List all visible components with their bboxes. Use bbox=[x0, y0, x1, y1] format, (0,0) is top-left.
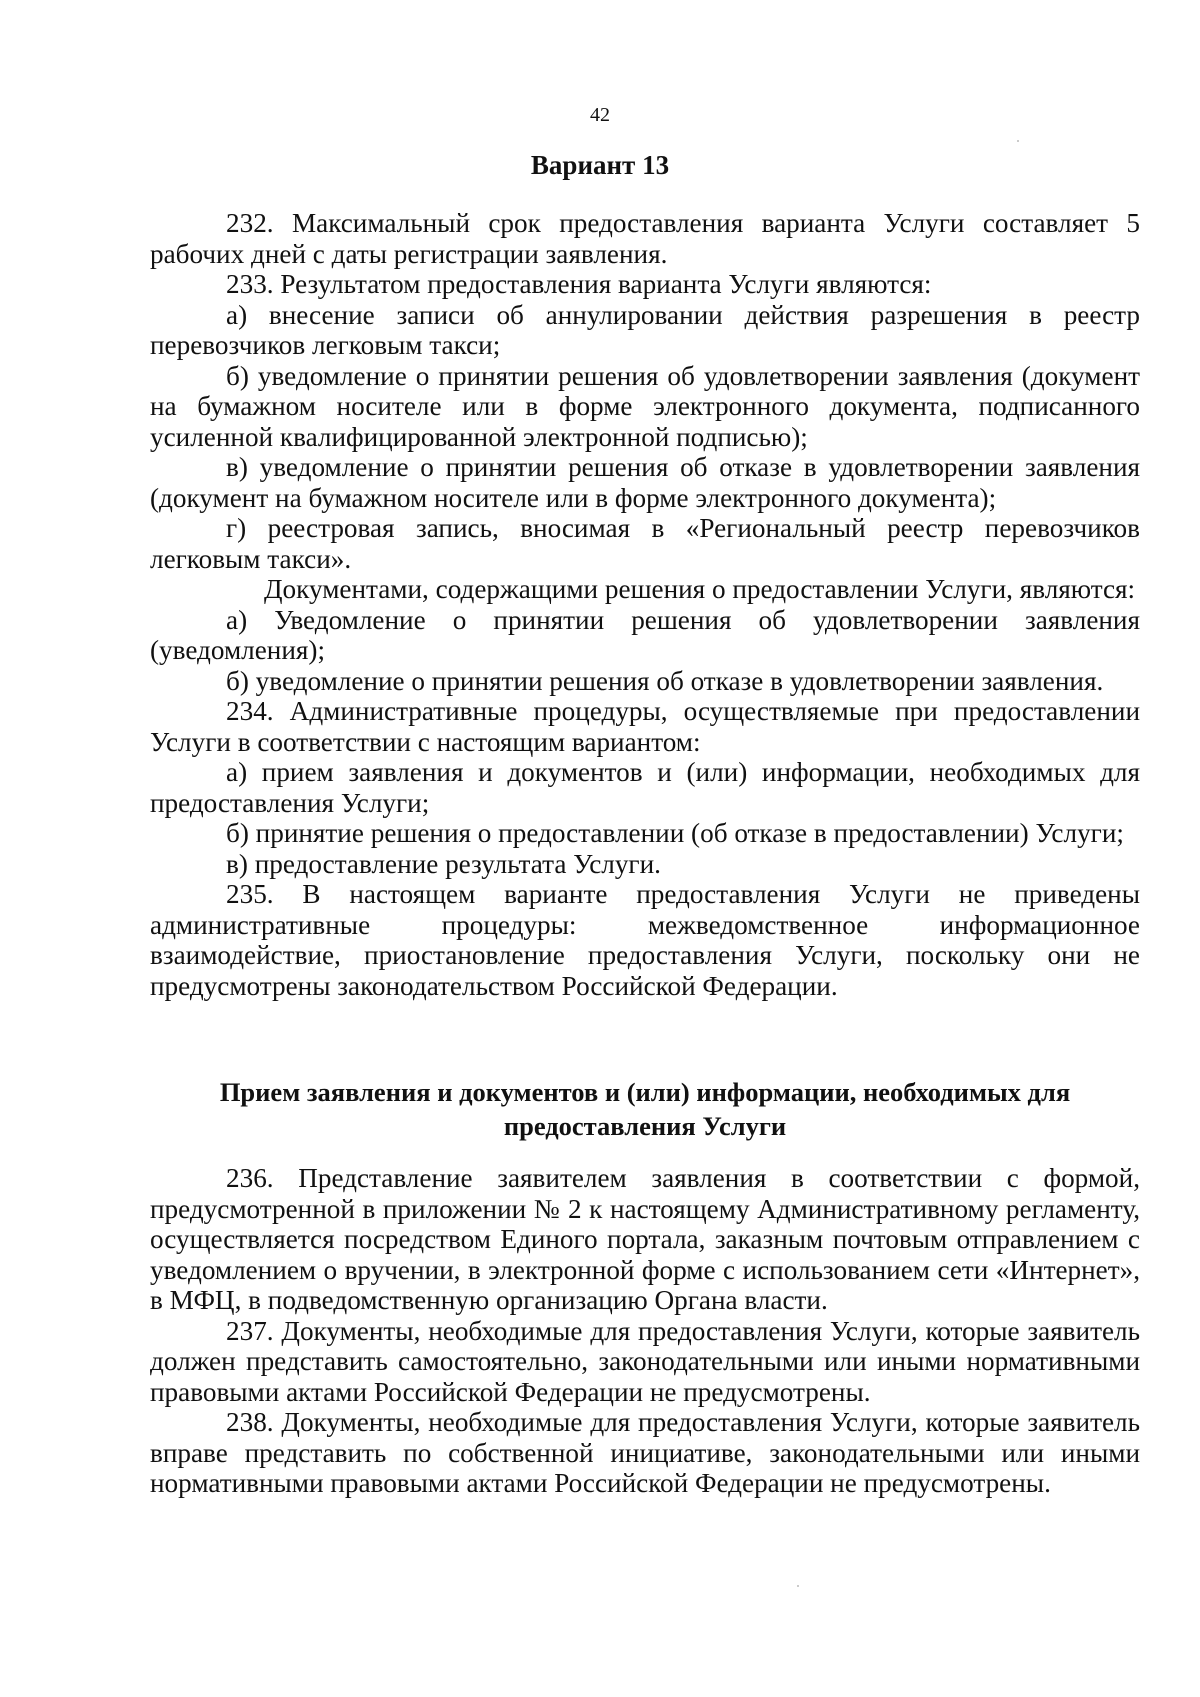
scan-speck bbox=[1017, 140, 1019, 142]
paragraph-233: 233. Результатом предоставления варианта Услуги являются: bbox=[226, 269, 932, 299]
section-heading: Прием заявления и документов и (или) информации, необходимых для предоставления Услуги bbox=[219, 1077, 1071, 1141]
list-item-233-a: а) внесение записи об аннулировании действия разрешения в реестр перевозчиков легковым такси; bbox=[150, 299, 1140, 360]
scan-speck bbox=[797, 1585, 799, 1587]
list-item-233-v: в) уведомление о принятии решения об отказе в удовлетворении заявления (документ на бумажном носителе или в форме электронного документа); bbox=[150, 452, 1140, 513]
list-item-234-v: в) предоставление результата Услуги. bbox=[226, 848, 661, 879]
paragraph-232: 232. Максимальный срок предоставления варианта Услуги составляет 5 рабочих дней с даты регистрации заявления. bbox=[150, 208, 1140, 269]
paragraph-234: 234. Административные процедуры, осуществляемые при предоставлении Услуги в соответствии с настоящим вариантом: bbox=[150, 696, 1140, 757]
list-item-decision-a: а) Уведомление о принятии решения об удовлетворении заявления (уведомления); bbox=[150, 604, 1140, 665]
list-item-234-a: а) прием заявления и документов и (или) информации, необходимых для предоставления Услуги; bbox=[150, 757, 1140, 818]
paragraph-decision-documents: Документами, содержащими решения о предоставлении Услуги, являются: bbox=[264, 574, 1136, 604]
paragraph-236: 236. Представление заявителем заявления в соответствии с формой, предусмотренной в приложении № 2 к настоящему Административному регламенту, осуществляется посредством Единого портала, заказным почтовым отправлением с уведомлением о вручении, в электронной форме с использованием сети «Интернет», в МФЦ, в подведомственную организацию Органа власти. bbox=[150, 1163, 1140, 1315]
variant-body bbox=[150, 208, 1140, 1001]
list-item-233-b: б) уведомление о принятии решения об удовлетворении заявления (документ на бумажном носителе или в форме электронного документа, подписанного усиленной квалифицированной электронной подписью); bbox=[150, 360, 1140, 452]
paragraph-237: 237. Документы, необходимые для предоставления Услуги, которые заявитель должен представить самостоятельно, законодательными или иными нормативными правовыми актами Российской Федерации не предусмотрены. bbox=[150, 1315, 1140, 1407]
paragraph-238: 238. Документы, необходимые для предоставления Услуги, которые заявитель вправе представить по собственной инициативе, законодательными или иными нормативными правовыми актами Российской Федерации не предусмотрены. bbox=[150, 1407, 1140, 1498]
variant-title: Вариант 13 bbox=[530, 150, 670, 180]
section-body bbox=[150, 1163, 1140, 1499]
page-number: 42 bbox=[590, 104, 610, 126]
list-item-234-b: б) принятие решения о предоставлении (об отказе в предоставлении) Услуги; bbox=[226, 818, 1124, 848]
list-item-decision-b: б) уведомление о принятии решения об отказе в удовлетворении заявления. bbox=[226, 665, 1104, 696]
paragraph-235: 235. В настоящем варианте предоставления Услуги не приведены административные процедуры: межведомственное информационное взаимодействие, приостановление предоставления Услуги, поскольку они не предусмотрены законодательством Российской Федерации. bbox=[150, 879, 1140, 1001]
list-item-233-g: г) реестровая запись, вносимая в «Региональный реестр перевозчиков легковым такси». bbox=[150, 513, 1140, 574]
